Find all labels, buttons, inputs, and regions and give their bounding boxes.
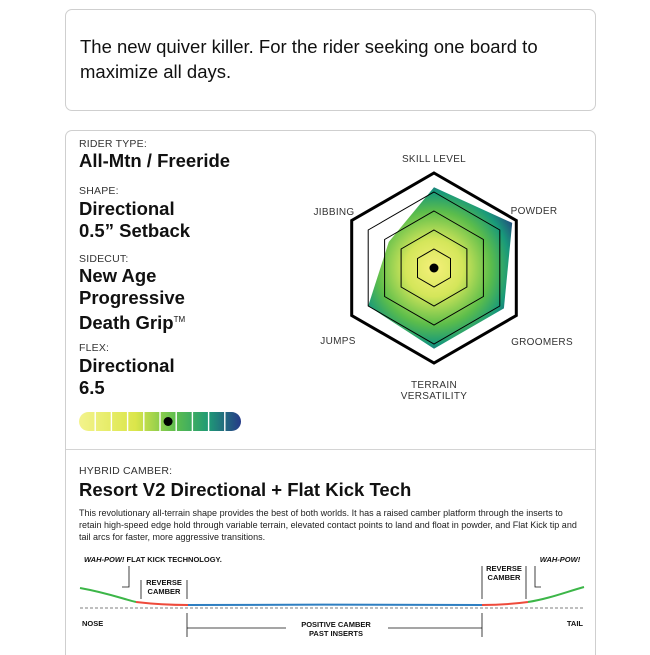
reverse-camber-right-line-2: CAMBER xyxy=(488,573,521,582)
sidecut-line-3 xyxy=(79,309,185,334)
rider-type-value: All-Mtn / Freeride xyxy=(79,150,230,172)
reverse-camber-right-line-1: REVERSE xyxy=(486,564,522,573)
wahpow-left-label: WAH-POW! FLAT KICK TECHNOLOGY. xyxy=(84,555,222,564)
trademark-mark: TM xyxy=(174,315,186,324)
flex-marker xyxy=(164,417,173,426)
radar-shape xyxy=(368,187,512,348)
reverse-camber-left-line-1: REVERSE xyxy=(146,578,182,587)
positive-camber-line-1: POSITIVE CAMBER xyxy=(301,620,371,629)
sidecut-value xyxy=(79,265,185,334)
axis-label-jumps: JUMPS xyxy=(320,336,355,347)
axis-label-powder: POWDER xyxy=(511,206,558,217)
shape-line-2: 0.5” Setback xyxy=(79,220,190,242)
radar-center-dot xyxy=(430,264,439,273)
shape-line-1: Directional xyxy=(79,198,190,220)
axis-label-versatility: VERSATILITY xyxy=(401,391,467,402)
shape-label: SHAPE: xyxy=(79,185,119,197)
tail-label: TAIL xyxy=(567,619,584,628)
sidecut-line-1: New Age xyxy=(79,265,185,287)
section-divider xyxy=(66,449,595,450)
sidecut-label: SIDECUT: xyxy=(79,253,128,265)
axis-label-terrain: TERRAIN xyxy=(411,380,457,391)
specs-card xyxy=(65,130,596,655)
rider-radar-chart xyxy=(296,139,586,409)
tail-reverse-red xyxy=(482,602,528,605)
axis-label-jibbing: JIBBING xyxy=(314,207,355,218)
flex-line-2: 6.5 xyxy=(79,377,175,399)
flat-kick-bracket xyxy=(122,566,129,587)
flex-line-1: Directional xyxy=(79,355,175,377)
sidecut-line-2: Progressive xyxy=(79,287,185,309)
nose-label: NOSE xyxy=(82,619,103,628)
axis-label-groomers: GROOMERS xyxy=(511,337,573,348)
rider-type-label: RIDER TYPE: xyxy=(79,138,147,150)
reverse-camber-left-line-2: CAMBER xyxy=(148,587,181,596)
camber-label: HYBRID CAMBER: xyxy=(79,465,172,477)
flex-value xyxy=(79,355,175,399)
tail-kick-green xyxy=(528,587,584,602)
flex-scale-bar xyxy=(79,412,241,431)
wahpow-right-bracket xyxy=(535,566,541,587)
tagline-card xyxy=(65,9,596,111)
axis-label-skill-level: SKILL LEVEL xyxy=(402,154,466,165)
nose-kick-green xyxy=(80,588,136,602)
sidecut-line-3-text: Death Grip xyxy=(79,312,174,333)
nose-reverse-red xyxy=(136,602,188,605)
camber-name: Resort V2 Directional + Flat Kick Tech xyxy=(79,479,411,501)
flex-label: FLEX: xyxy=(79,342,109,354)
camber-description: This revolutionary all-terrain shape provides the best of both worlds. It has a raised camber platform through the inserts to retain high-speed edge hold through variable terrain, elevated contact points to land and float in powder, and Flat Kick tip and tail arcs for faster, more aggressive transitions. xyxy=(79,507,584,543)
camber-profile-diagram xyxy=(78,549,588,649)
positive-camber-line-2: PAST INSERTS xyxy=(309,629,363,638)
wahpow-right-label: WAH-POW! xyxy=(540,555,581,564)
tagline: The new quiver killer. For the rider seeking one board to maximize all days. xyxy=(80,34,580,84)
shape-value xyxy=(79,198,190,242)
